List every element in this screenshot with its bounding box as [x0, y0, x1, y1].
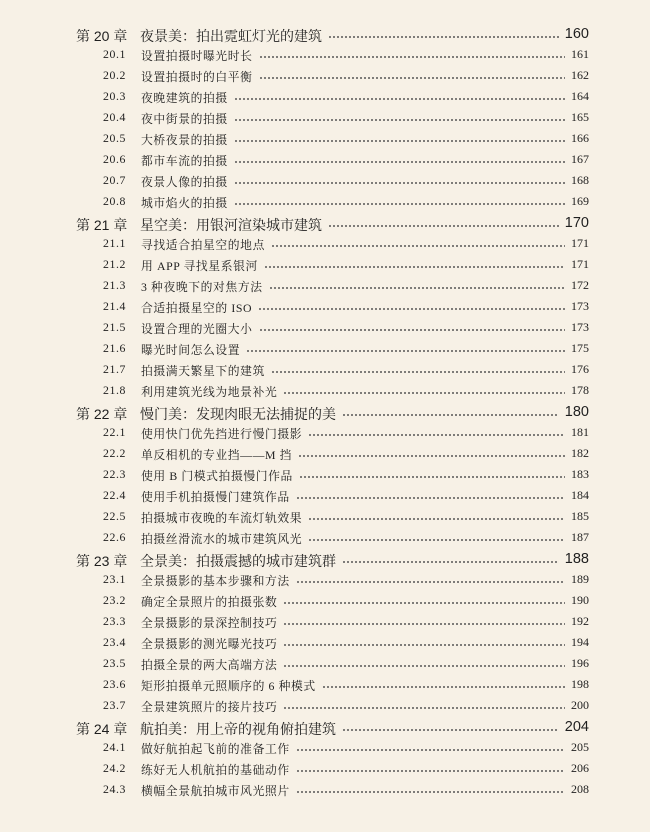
- page-number: 208: [571, 782, 589, 796]
- section-title: 城市焰火的拍摄: [141, 196, 228, 210]
- page-number: 190: [571, 593, 589, 607]
- dot-leader: [328, 225, 559, 227]
- chapter-number: 第 23 章: [76, 553, 128, 569]
- page-number: 206: [571, 761, 589, 775]
- dot-leader: [283, 602, 565, 604]
- section-title: 寻找适合拍星空的地点: [141, 238, 265, 252]
- dot-leader: [271, 371, 565, 373]
- section-title: 确定全景照片的拍摄张数: [141, 595, 278, 609]
- section-title: 矩形拍摄单元照顺序的 6 种模式: [141, 679, 316, 693]
- section-number: 20.5: [102, 131, 126, 145]
- toc-section-row: [0, 654, 650, 675]
- page-number: 169: [571, 194, 589, 208]
- section-title: 曝光时间怎么设置: [141, 343, 241, 357]
- chapter-title: 慢门美：发现肉眼无法捕捉的美: [140, 406, 336, 422]
- page-number: 200: [571, 698, 589, 712]
- page-number: 160: [564, 26, 589, 42]
- dot-leader: [234, 119, 565, 121]
- section-title: 使用快门优先挡进行慢门摄影: [141, 427, 303, 441]
- dot-leader: [328, 36, 559, 38]
- page-number: 173: [571, 299, 589, 313]
- section-title: 全景摄影的景深控制技巧: [141, 616, 278, 630]
- toc-section-row: [0, 255, 650, 276]
- toc-section-row: [0, 171, 650, 192]
- page-number: 183: [571, 467, 589, 481]
- section-title: 做好航拍起飞前的准备工作: [141, 742, 290, 756]
- dot-leader: [283, 644, 565, 646]
- dot-leader: [264, 266, 565, 268]
- page-number: 204: [564, 719, 589, 735]
- section-number: 23.2: [102, 593, 126, 607]
- section-title: 都市车流的拍摄: [141, 154, 228, 168]
- section-number: 20.7: [102, 173, 126, 187]
- section-number: 21.5: [102, 320, 126, 334]
- section-title: 合适拍摄星空的 ISO: [141, 301, 253, 315]
- section-number: 23.4: [102, 635, 126, 649]
- dot-leader: [283, 392, 565, 394]
- toc-section-row: [0, 339, 650, 360]
- toc-section-row: [0, 192, 650, 213]
- toc-section-row: [0, 297, 650, 318]
- section-number: 20.3: [102, 89, 126, 103]
- toc-section-row: [0, 108, 650, 129]
- page-number: 194: [571, 635, 589, 649]
- section-title: 全景摄影的基本步骤和方法: [141, 574, 290, 588]
- section-title: 拍摄丝滑流水的城市建筑风光: [141, 532, 303, 546]
- page-number: 198: [571, 677, 589, 691]
- section-number: 22.6: [102, 530, 126, 544]
- toc-section-row: [0, 570, 650, 591]
- section-title: 利用建筑光线为地景补光: [141, 385, 278, 399]
- toc-section-row: [0, 675, 650, 696]
- toc-section-row: [0, 465, 650, 486]
- chapter-title: 星空美：用银河渲染城市建筑: [140, 217, 322, 233]
- page-number: 181: [571, 425, 589, 439]
- toc-section-row: [0, 633, 650, 654]
- section-number: 20.2: [102, 68, 126, 82]
- section-title: 横幅全景航拍城市风光照片: [141, 784, 290, 798]
- section-number: 24.3: [102, 782, 126, 796]
- toc-section-row: [0, 45, 650, 66]
- toc-section-row: [0, 276, 650, 297]
- page-number: 182: [571, 446, 589, 460]
- page-number: 173: [571, 320, 589, 334]
- section-number: 21.4: [102, 299, 126, 313]
- dot-leader: [283, 707, 565, 709]
- toc-section-row: [0, 360, 650, 381]
- toc-section-row: [0, 381, 650, 402]
- section-title: 3 种夜晚下的对焦方法: [141, 280, 263, 294]
- section-number: 23.5: [102, 656, 126, 670]
- dot-leader: [259, 329, 565, 331]
- dot-leader: [234, 140, 565, 142]
- section-number: 23.7: [102, 698, 126, 712]
- dot-leader: [298, 455, 565, 457]
- page-number: 168: [571, 173, 589, 187]
- dot-leader: [342, 729, 559, 731]
- section-title: 夜晚建筑的拍摄: [141, 91, 228, 105]
- dot-leader: [299, 476, 565, 478]
- chapter-number: 第 22 章: [76, 406, 128, 422]
- page-number: 187: [571, 530, 589, 544]
- toc-chapter-row: [0, 213, 650, 234]
- dot-leader: [271, 245, 565, 247]
- page-number: 180: [564, 404, 589, 420]
- section-title: 使用 B 门模式拍摄慢门作品: [141, 469, 293, 483]
- toc-section-row: [0, 87, 650, 108]
- section-number: 23.3: [102, 614, 126, 628]
- section-number: 21.6: [102, 341, 126, 355]
- toc-chapter-row: [0, 549, 650, 570]
- section-number: 21.2: [102, 257, 126, 271]
- chapter-number: 第 21 章: [76, 217, 128, 233]
- toc-chapter-row: [0, 24, 650, 45]
- section-title: 设置拍摄时的白平衡: [141, 70, 253, 84]
- toc-section-row: [0, 318, 650, 339]
- toc-section-row: [0, 486, 650, 507]
- section-title: 拍摄满天繁星下的建筑: [141, 364, 265, 378]
- dot-leader: [296, 581, 565, 583]
- section-number: 20.8: [102, 194, 126, 208]
- page-number: 164: [571, 89, 589, 103]
- toc-section-row: [0, 696, 650, 717]
- section-number: 20.1: [102, 47, 126, 61]
- toc-section-row: [0, 738, 650, 759]
- dot-leader: [342, 561, 559, 563]
- chapter-number: 第 24 章: [76, 721, 128, 737]
- section-number: 21.7: [102, 362, 126, 376]
- page-number: 166: [571, 131, 589, 145]
- page-number: 175: [571, 341, 589, 355]
- dot-leader: [322, 686, 565, 688]
- page-number: 205: [571, 740, 589, 754]
- dot-leader: [258, 308, 565, 310]
- page-number: 162: [571, 68, 589, 82]
- dot-leader: [308, 434, 565, 436]
- section-number: 21.1: [102, 236, 126, 250]
- chapter-title: 航拍美：用上帝的视角俯拍建筑: [140, 721, 336, 737]
- dot-leader: [259, 56, 565, 58]
- toc-section-row: [0, 150, 650, 171]
- dot-leader: [246, 350, 565, 352]
- section-number: 22.4: [102, 488, 126, 502]
- page-number: 170: [564, 215, 589, 231]
- page-number: 172: [571, 278, 589, 292]
- section-title: 拍摄全景的两大高端方法: [141, 658, 278, 672]
- page-number: 178: [571, 383, 589, 397]
- toc-section-row: [0, 234, 650, 255]
- dot-leader: [283, 623, 565, 625]
- section-title: 夜景人像的拍摄: [141, 175, 228, 189]
- toc-section-row: [0, 759, 650, 780]
- page-number: 196: [571, 656, 589, 670]
- section-title: 拍摄城市夜晚的车流灯轨效果: [141, 511, 303, 525]
- toc-section-row: [0, 591, 650, 612]
- section-number: 21.3: [102, 278, 126, 292]
- section-title: 夜中街景的拍摄: [141, 112, 228, 126]
- toc-section-row: [0, 612, 650, 633]
- section-number: 22.3: [102, 467, 126, 481]
- dot-leader: [234, 203, 565, 205]
- page-number: 171: [571, 236, 589, 250]
- page-number: 188: [564, 551, 589, 567]
- toc-section-row: [0, 129, 650, 150]
- dot-leader: [283, 665, 565, 667]
- toc-section-row: [0, 780, 650, 801]
- page-number: 176: [571, 362, 589, 376]
- dot-leader: [234, 98, 565, 100]
- dot-leader: [259, 77, 565, 79]
- section-title: 单反相机的专业挡——M 挡: [141, 448, 293, 462]
- toc-section-row: [0, 66, 650, 87]
- dot-leader: [269, 287, 565, 289]
- section-number: 23.1: [102, 572, 126, 586]
- dot-leader: [342, 414, 559, 416]
- section-number: 20.4: [102, 110, 126, 124]
- page-number: 185: [571, 509, 589, 523]
- dot-leader: [296, 749, 565, 751]
- chapter-title: 夜景美：拍出霓虹灯光的建筑: [140, 28, 322, 44]
- toc-section-row: [0, 507, 650, 528]
- page-number: 165: [571, 110, 589, 124]
- dot-leader: [234, 161, 565, 163]
- dot-leader: [308, 539, 565, 541]
- section-number: 22.1: [102, 425, 126, 439]
- section-title: 全景建筑照片的接片技巧: [141, 700, 278, 714]
- section-number: 22.5: [102, 509, 126, 523]
- section-title: 练好无人机航拍的基础动作: [141, 763, 290, 777]
- chapter-title: 全景美：拍摄震撼的城市建筑群: [140, 553, 336, 569]
- dot-leader: [296, 497, 565, 499]
- page-number: 189: [571, 572, 589, 586]
- dot-leader: [296, 770, 565, 772]
- dot-leader: [308, 518, 565, 520]
- section-title: 设置合理的光圈大小: [141, 322, 253, 336]
- section-title: 全景摄影的测光曝光技巧: [141, 637, 278, 651]
- toc-section-row: [0, 528, 650, 549]
- page-number: 184: [571, 488, 589, 502]
- chapter-number: 第 20 章: [76, 28, 128, 44]
- dot-leader: [296, 791, 565, 793]
- toc-chapter-row: [0, 717, 650, 738]
- toc-section-row: [0, 423, 650, 444]
- section-title: 设置拍摄时曝光时长: [141, 49, 253, 63]
- page-number: 161: [571, 47, 589, 61]
- toc-section-row: [0, 444, 650, 465]
- page-number: 167: [571, 152, 589, 166]
- section-number: 24.1: [102, 740, 126, 754]
- toc-chapter-row: [0, 402, 650, 423]
- section-title: 用 APP 寻找星系银河: [141, 259, 258, 273]
- page-number: 171: [571, 257, 589, 271]
- section-number: 22.2: [102, 446, 126, 460]
- section-number: 24.2: [102, 761, 126, 775]
- section-number: 20.6: [102, 152, 126, 166]
- dot-leader: [234, 182, 565, 184]
- section-title: 大桥夜景的拍摄: [141, 133, 228, 147]
- section-number: 23.6: [102, 677, 126, 691]
- page-number: 192: [571, 614, 589, 628]
- section-number: 21.8: [102, 383, 126, 397]
- section-title: 使用手机拍摄慢门建筑作品: [141, 490, 290, 504]
